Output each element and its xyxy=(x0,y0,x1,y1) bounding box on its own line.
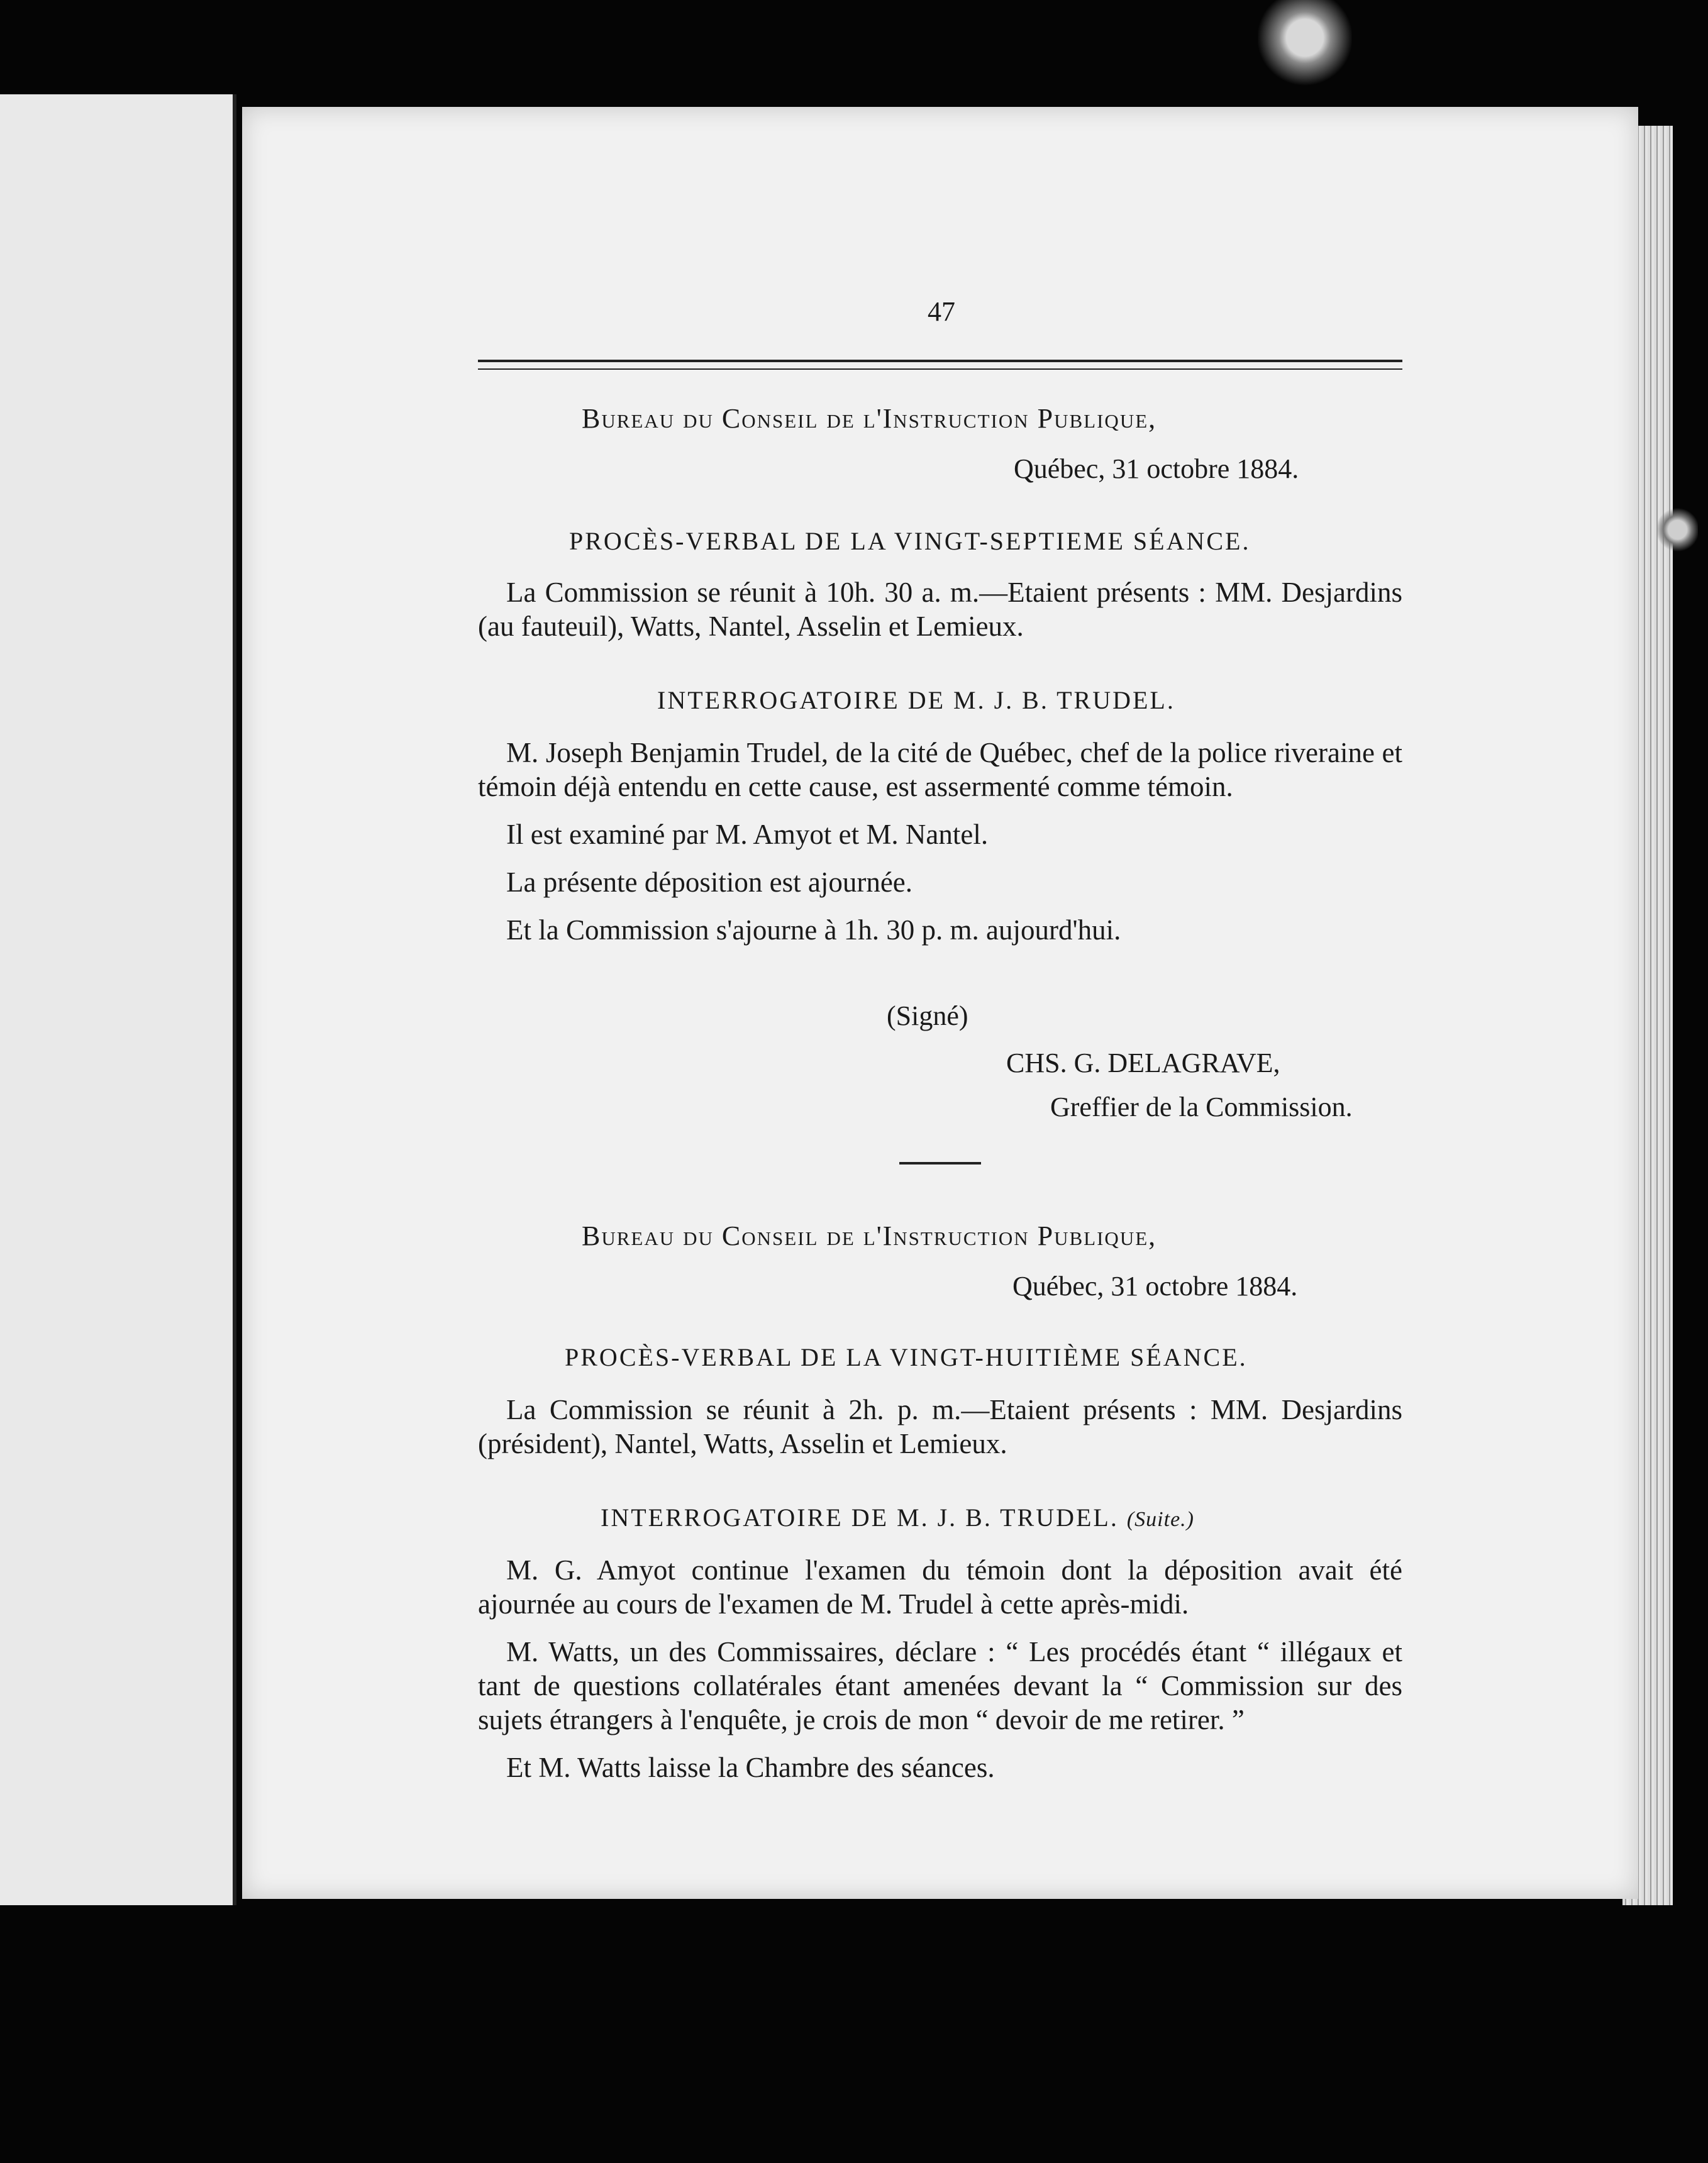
body-paragraph: M. G. Amyot continue l'examen du témoin dont la déposition avait été ajournée au cours de l'examen de M. Trudel à cette après-midi. xyxy=(478,1554,1402,1620)
signatory-role: Greffier de la Commission. xyxy=(1050,1092,1353,1122)
opening-text: La Commission se réunit à 10h. 30 a. m.—Etaient présents : MM. Desjardins (au fauteuil), Watts, Nantel, Asselin et Lemieux. xyxy=(478,577,1402,642)
opening-paragraph xyxy=(478,575,1402,643)
section-header: Bureau du Conseil de l'Instruction Publique, xyxy=(582,1220,1157,1251)
body-paragraph: Et M. Watts laisse la Chambre des séances. xyxy=(506,1752,995,1783)
section-title: PROCÈS-VERBAL DE LA VINGT-HUITIÈME SÉANCE. xyxy=(565,1343,1248,1371)
scan-artifact xyxy=(1258,0,1352,94)
body-paragraph: M. Watts, un des Commissaires, déclare : “ Les procédés étant “ illégaux et tant de questions collatérales étant amenées devant la “ Commission sur des sujets étrangers à l'enquête, je crois de mon “ devoir de me retirer. ” xyxy=(478,1636,1402,1735)
body-text xyxy=(478,736,1402,947)
signatory-name: CHS. G. DELAGRAVE, xyxy=(1006,1048,1280,1078)
header-rule xyxy=(478,368,1402,370)
section-subtitle: INTERROGATOIRE DE M. J. B. TRUDEL. xyxy=(657,686,1175,714)
scan-artifact xyxy=(1657,506,1698,553)
header-rule xyxy=(478,360,1402,362)
facing-page xyxy=(0,94,236,1905)
page-number: 47 xyxy=(928,296,955,327)
section-date: Québec, 31 octobre 1884. xyxy=(1012,1271,1298,1302)
opening-text: La Commission se réunit à 2h. p. m.—Etaient présents : MM. Desjardins (président), Nantel, Watts, Asselin et Lemieux. xyxy=(478,1394,1402,1459)
body-paragraph: M. Joseph Benjamin Trudel, de la cité de Québec, chef de la police riveraine et témoin déjà entendu en cette cause, est assermenté comme témoin. xyxy=(478,737,1402,802)
body-paragraph: Il est examiné par M. Amyot et M. Nantel. xyxy=(506,819,989,850)
body-paragraph: Et la Commission s'ajourne à 1h. 30 p. m. aujourd'hui. xyxy=(506,914,1121,946)
section-subtitle xyxy=(601,1503,1194,1532)
opening-paragraph xyxy=(478,1393,1402,1461)
body-text xyxy=(478,1553,1402,1784)
section-date: Québec, 31 octobre 1884. xyxy=(1014,453,1299,484)
section-divider xyxy=(899,1162,981,1164)
signed-label: (Signé) xyxy=(887,1000,968,1031)
section-title: PROCÈS-VERBAL DE LA VINGT-SEPTIEME SÉANCE. xyxy=(569,527,1251,555)
subtitle-text: INTERROGATOIRE DE M. J. B. TRUDEL. xyxy=(601,1503,1119,1532)
body-paragraph: La présente déposition est ajournée. xyxy=(506,866,913,898)
section-header: Bureau du Conseil de l'Instruction Publique, xyxy=(582,403,1157,434)
subtitle-note: (Suite.) xyxy=(1126,1508,1194,1531)
